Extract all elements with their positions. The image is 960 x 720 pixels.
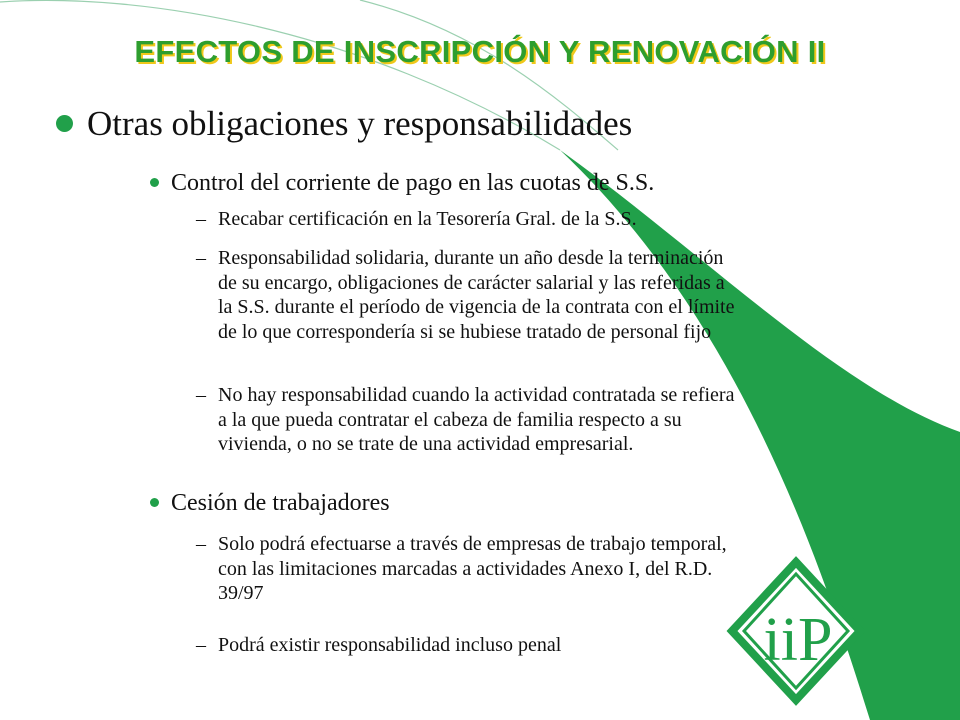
level1-bullet [56,104,632,144]
sub-item-line: vivienda, o no se trate de una actividad empresarial. [218,433,634,455]
section-heading-cesion [150,490,390,517]
slide-title: EFECTOS DE INSCRIPCIÓN Y RENOVACIÓN II [134,34,826,69]
sub-item-ett [196,532,727,606]
bullet-dot-icon [150,498,159,507]
sub-item-responsabilidad [196,246,734,344]
iip-logo [726,556,866,706]
dash-marker: – [196,384,206,406]
sub-item-no-responsabilidad [196,383,734,457]
sub-item-line: Solo podrá efectuarse a través de empresas de trabajo temporal, [218,533,727,555]
sub-item-line: de lo que correspondería si se hubiese tratado de personal fijo [218,320,712,343]
section-heading-control [150,170,654,197]
dash-marker: – [196,208,206,230]
sub-item-line: Recabar certificación en la Tesorería Gral. de la S.S. [218,208,637,230]
bullet-dot-icon [56,115,73,132]
logo-text: iiP [763,606,833,674]
sub-item-line: a la que pueda contratar el cabeza de familia respecto a su [218,408,682,431]
sub-item-line: Podrá existir responsabilidad incluso penal [218,634,562,656]
sub-item-line: No hay responsabilidad cuando la actividad contratada se refiera [218,384,735,406]
bullet-dot-icon [150,178,159,187]
dash-marker: – [196,247,206,269]
sub-item-line: Responsabilidad solidaria, durante un año desde la terminación [218,247,724,269]
sub-item-line: 39/97 [218,582,264,604]
section-heading-text: Control del corriente de pago en las cuotas de S.S. [171,170,655,196]
sub-item-line: con las limitaciones marcadas a actividades Anexo I, del R.D. [218,557,713,580]
level1-text: Otras obligaciones y responsabilidades [87,104,633,143]
section-heading-text: Cesión de trabajadores [171,490,390,516]
sub-item-line: de su encargo, obligaciones de carácter salarial y las referidas a [218,271,725,294]
sub-item-certificacion [196,207,637,232]
sub-item-line: la S.S. durante el período de vigencia de la contrata con el límite [218,296,735,318]
dash-marker: – [196,634,206,656]
sub-item-penal [196,633,561,658]
dash-marker: – [196,533,206,555]
